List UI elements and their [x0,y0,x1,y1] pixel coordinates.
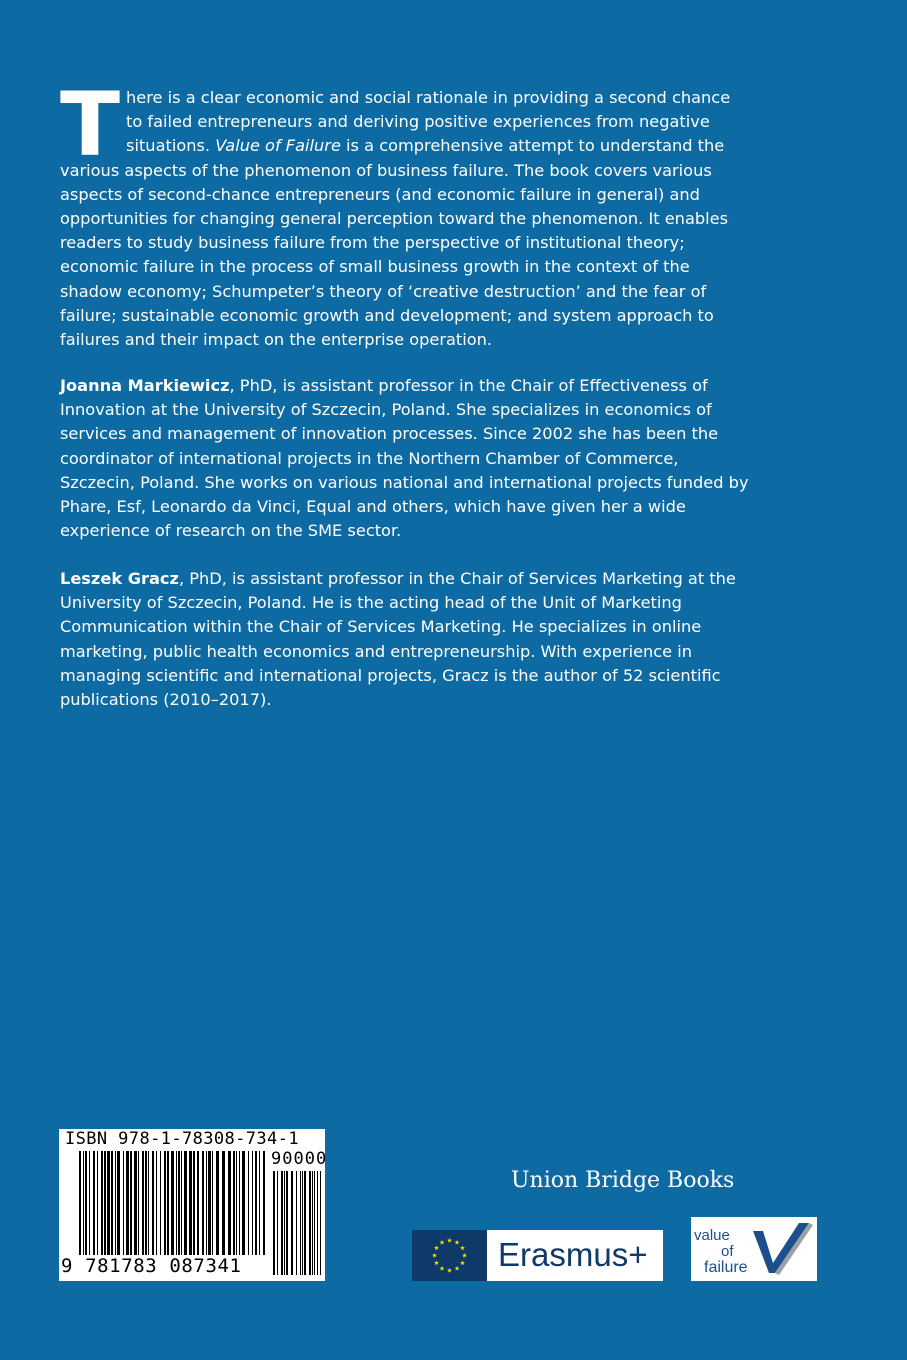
barcode-bar [259,1151,260,1255]
erasmus-wordmark: Erasmus+ [498,1236,648,1273]
author-bio-text: , PhD, is assistant professor in the Chair of Effectiveness of Innovation at the University of Szczecin, Poland. She specializes in economics of services and management of innovation processes. Since 2002 she has been the coordinator of international projects in the Northern Chamber of Commerce, Szczecin, Poland. She works on various national and international projects funded by Phare, Esf, Leonardo da Vinci, Equal and others, which have given her a wide experience of research on the SME sector. [60,376,749,541]
drop-cap: T [60,73,121,176]
barcode-bar [130,1151,132,1255]
barcode-addon-bar [302,1171,303,1275]
barcode-bar [117,1151,120,1255]
logo-word-value: value [694,1227,730,1244]
barcode-bar [123,1151,124,1255]
erasmus-logo [412,1230,663,1281]
barcode-bar [193,1151,195,1255]
barcode-bar [255,1151,257,1255]
barcode-bar [206,1151,207,1255]
barcode-bar [97,1151,98,1255]
barcode-bar [152,1151,154,1255]
barcode-bar [228,1151,231,1255]
description-text-2: is a comprehensive attempt to understand the various aspects of the phenomenon of business failure. The book covers various aspects of second-chance entrepreneurs (and economic failure in general) and opportunities for changing general perception toward the phenomenon. It enables readers to study business failure from the perspective of institutional theory; economic failure in the process of small business growth in the context of the shadow economy; Schumpeter’s theory of ‘creative destruction’ and the fear of failure; sustainable economic growth and development; and system approach to failures and their impact on the enterprise operation. [60,136,729,350]
barcode-addon-bar [281,1171,283,1275]
barcode-bar [164,1151,166,1255]
isbn-barcode [59,1129,328,1281]
barcode-bar [202,1151,204,1255]
barcode-bar [252,1151,253,1255]
barcode-bar [216,1151,219,1255]
isbn-number: ISBN 978-1-78308-734-1 [65,1129,299,1149]
barcode-addon-bar [291,1171,293,1275]
barcode-bar [236,1151,237,1255]
barcode-addon-bar [320,1171,321,1275]
barcode-addon-bar [312,1171,313,1275]
barcode-bar [184,1151,187,1255]
barcode-addon-bar [304,1171,306,1275]
barcode-bar [167,1151,169,1255]
barcode-bar [176,1151,177,1255]
barcode-bar [197,1151,199,1255]
barcode-addon-bar [284,1171,285,1275]
book-title-inline: Value of Failure [215,136,341,156]
barcode-bar [212,1151,213,1255]
barcode-addon-bar [296,1171,297,1275]
barcode-bar [111,1151,113,1255]
barcode-bar [104,1151,106,1255]
barcode-bar [115,1151,116,1255]
description-text-1: here is a clear economic and social rationale in providing a second chance to failed entrepreneurs and deriving positive experiences from negative situations. [126,88,731,156]
barcode-bar [156,1151,157,1255]
barcode-bar [181,1151,182,1255]
barcode-bar [189,1151,192,1255]
barcode-bar [126,1151,129,1255]
ean-number: 9 781783 087341 [61,1255,242,1277]
barcode-bar [148,1151,149,1255]
barcode-bar [233,1151,235,1255]
barcode-addon-bar [286,1171,288,1275]
barcode-bar [134,1151,137,1255]
barcode-bar [145,1151,147,1255]
barcode-bar [242,1151,245,1255]
price-code: 90000 [271,1149,328,1169]
barcode-bar [101,1151,103,1255]
barcode-bar [239,1151,240,1255]
barcode-addon-bar [314,1171,315,1275]
barcode-bar [222,1151,225,1255]
barcode-bar [160,1151,161,1255]
author-bio-markiewicz [60,374,750,543]
barcode-bar [89,1151,90,1255]
barcode-bar [142,1151,144,1255]
barcode-bar [85,1151,87,1255]
barcode-addon-bar [309,1171,311,1275]
barcode-bar [263,1151,265,1255]
barcode-bar [178,1151,180,1255]
logo-word-failure: failure [704,1259,748,1276]
eu-flag-icon [412,1230,487,1281]
author-name: Leszek Gracz [60,569,179,588]
publisher-name: Union Bridge Books [511,1168,735,1193]
barcode-bar [171,1151,174,1255]
barcode-bar [208,1151,211,1255]
author-name: Joanna Markiewicz [60,376,230,395]
logo-word-of: of [721,1243,734,1260]
barcode-addon-bar [277,1171,278,1275]
barcode-bar [248,1151,249,1255]
author-bio-text: , PhD, is assistant professor in the Chair of Services Marketing at the University of Szczecin, Poland. He is the acting head of the Unit of Marketing Communication within the Chair of Services Marketing. He specializes in online marketing, public health economics and entrepreneurship. With experience in managing scientific and international projects, Gracz is the author of 52 scientific publications (2010–2017). [60,569,736,710]
value-of-failure-logo [691,1217,817,1281]
barcode-bar [138,1151,139,1255]
barcode-bar [107,1151,110,1255]
description-paragraph [60,73,750,352]
barcode-addon-bar [317,1171,318,1275]
author-bio-gracz [60,567,750,712]
barcode-bar [93,1151,95,1255]
barcode-bar [83,1151,84,1255]
barcode-addon-bar [273,1171,275,1275]
barcode-bar [79,1151,81,1255]
barcode-addon-bar [300,1171,301,1275]
